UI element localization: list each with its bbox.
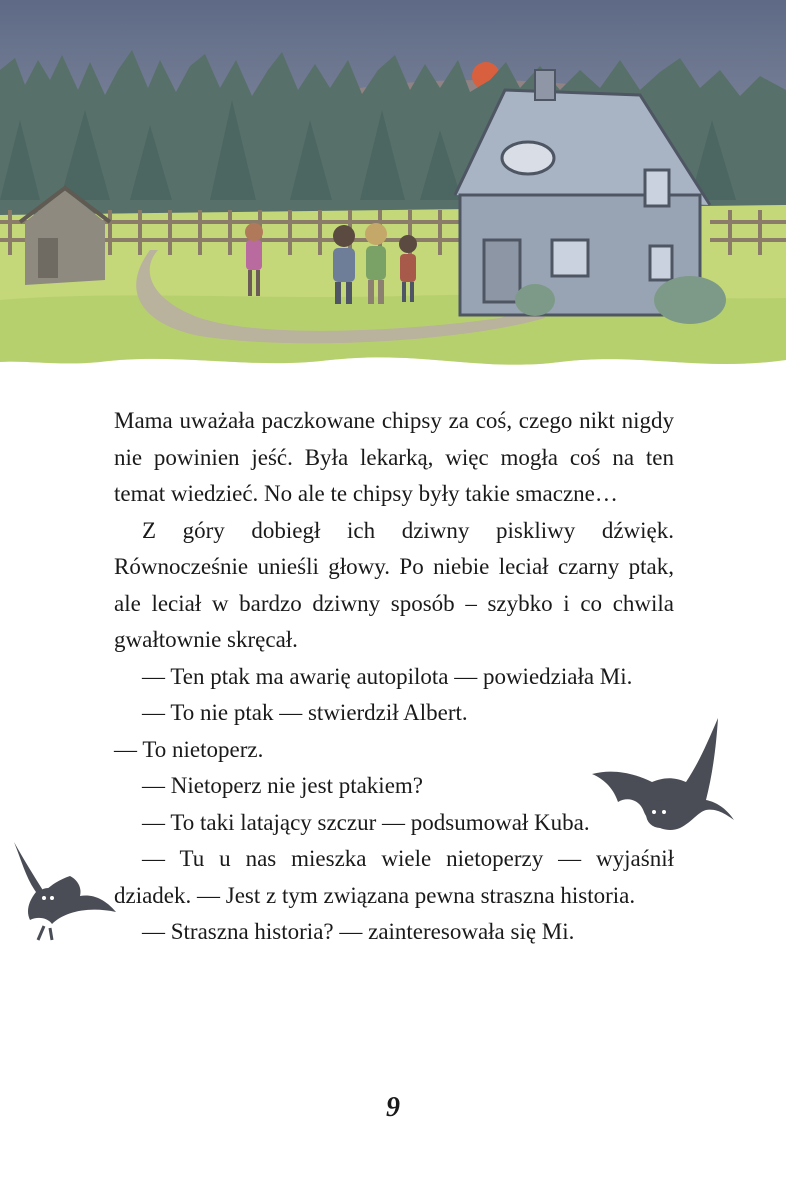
paragraph: — To nie ptak — stwierdził Albert. [142,700,468,725]
body-text [114,403,674,951]
paragraph: — Tu u nas mieszka wiele nietoperzy — wyjaśnił dziadek. — Jest z tym związana pewna straszna historia. [114,846,674,908]
paragraph: — Straszna historia? — zainteresowała się Mi. [142,919,575,944]
paragraph: Mama uważała paczkowane chipsy za coś, czego nikt nigdy nie powinien jeść. Była lekarką, więc mogła coś na ten temat wiedzieć. No ale te chipsy były takie smaczne… [114,408,674,506]
page-number: 9 [386,1092,400,1123]
paragraph: — To nietoperz. [114,736,264,762]
paragraph: Z góry dobiegł ich dziwny piskliwy dźwięk. Równocześnie unieśli głowy. Po niebie leciał czarny ptak, ale leciał w bardzo dziwny sposób – szybko i co chwila gwałtownie skręcał. [114,517,674,652]
paragraph: — Ten ptak ma awarię autopilota — powiedziała Mi. [142,663,633,689]
illustration-house-garden [0,0,786,385]
paragraph: — To taki latający szczur — podsumował Kuba. [142,809,590,835]
bat-illustration-right [588,716,738,840]
paragraph: — Nietoperz nie jest ptakiem? [142,773,424,798]
bat-illustration-left [8,840,120,944]
